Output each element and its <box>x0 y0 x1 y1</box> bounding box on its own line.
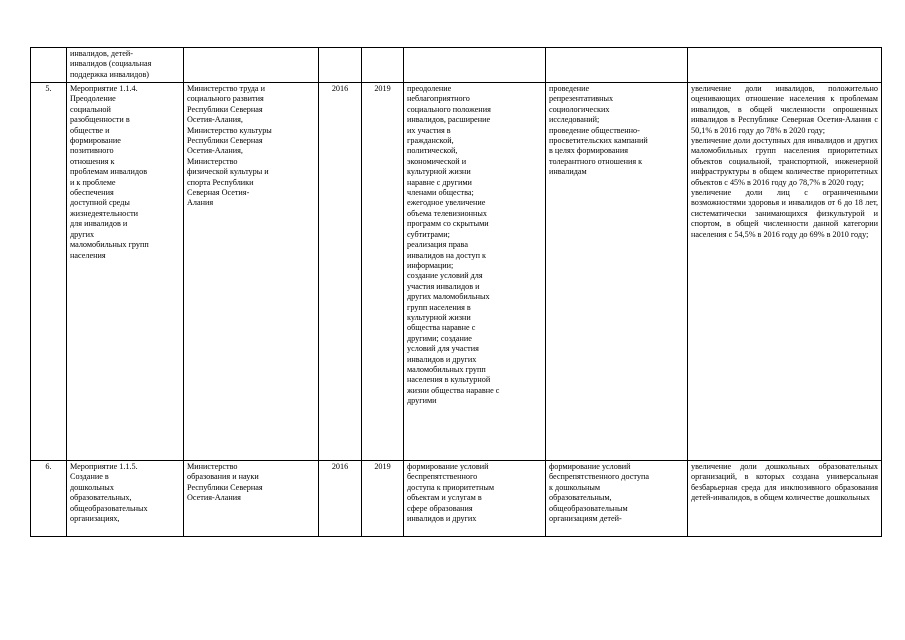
executor-cell <box>184 48 319 83</box>
problems-cell: формирование условий беспрепятственного доступа к приоритетным объектам и услугам в сфере образования инвалидов и других <box>404 461 546 537</box>
executor-cell: Министерство труда и социального развития Республики Северная Осетия-Алания, Министерство культуры Республики Северная Осетия-Алания, Министерство физической культуры и спорта Республики Северная Осетия- Алания <box>184 83 319 461</box>
problems-cell <box>404 48 546 83</box>
row-number: 6. <box>31 461 67 537</box>
measure-cell: Мероприятие 1.1.5. Создание в дошкольных образовательных, общеобразовательных организациях, <box>67 461 184 537</box>
measure-cell: инвалидов, детей- инвалидов (социальная поддержка инвалидов) <box>67 48 184 83</box>
table-row <box>31 83 882 461</box>
indicators-cell: увеличение доли инвалидов, положительно оценивающих отношение населения к проблемам инвалидов, в общей численности опрошенных инвалидов в Республике Северная Осетия-Алания с 50,1% в 2016 году до 78% в 2020 году; увеличение доли доступных для инвалидов и других маломобильных групп населения приоритетных объектов социальной, транспортной, инженерной инфраструктуры в общем количестве приоритетных объектов с 45% в 2016 году до 78,7% в 2020 году; увеличение доли лиц с ограниченными возможностями здоровья и инвалидов от 6 до 18 лет, систематически занимающихся физкультурой и спортом, в общей численности данной категории населения с 54,5% в 2016 году до 69% в 2010 году; <box>688 83 882 461</box>
start-year-cell: 2016 <box>319 461 362 537</box>
start-year-cell: 2016 <box>319 83 362 461</box>
start-year-cell <box>319 48 362 83</box>
events-cell: проведение репрезентативных социологических исследований; проведение общественно- просветительских кампаний в целях формирования толерантного отношения к инвалидам <box>546 83 688 461</box>
indicators-cell <box>688 48 882 83</box>
end-year-cell: 2019 <box>362 461 404 537</box>
measure-cell: Мероприятие 1.1.4. Преодоление социальной разобщенности в обществе и формирование позитивного отношения к проблемам инвалидов и к проблеме обеспечения доступной среды жизнедеятельности для инвалидов и других маломобильных групп населения <box>67 83 184 461</box>
table-row <box>31 48 882 83</box>
problems-cell: преодоление неблагоприятного социального положения инвалидов, расширение их участия в гражданской, политической, экономической и культурной жизни наравне с другими членами общества; ежегодное увеличение объема телевизионных программ со скрытыми субтитрами; реализация права инвалидов на доступ к информации; создание условий для участия инвалидов и других маломобильных групп населения в культурной жизни общества наравне с другими; создание условий для участия инвалидов и других маломобильных групп населения в культурной жизни общества наравне с другими <box>404 83 546 461</box>
measures-table <box>30 47 882 537</box>
end-year-cell <box>362 48 404 83</box>
events-cell <box>546 48 688 83</box>
events-cell: формирование условий беспрепятственного доступа к дошкольным образовательным, общеобразовательным организациям детей- <box>546 461 688 537</box>
row-number: 5. <box>31 83 67 461</box>
row-number <box>31 48 67 83</box>
indicators-cell: увеличение доли дошкольных образовательных организаций, в которых создана универсальная безбарьерная среда для инклюзивного образования детей-инвалидов, в общем количестве дошкольных <box>688 461 882 537</box>
executor-cell: Министерство образования и науки Республики Северная Осетия-Алания <box>184 461 319 537</box>
table-row <box>31 461 882 537</box>
end-year-cell: 2019 <box>362 83 404 461</box>
